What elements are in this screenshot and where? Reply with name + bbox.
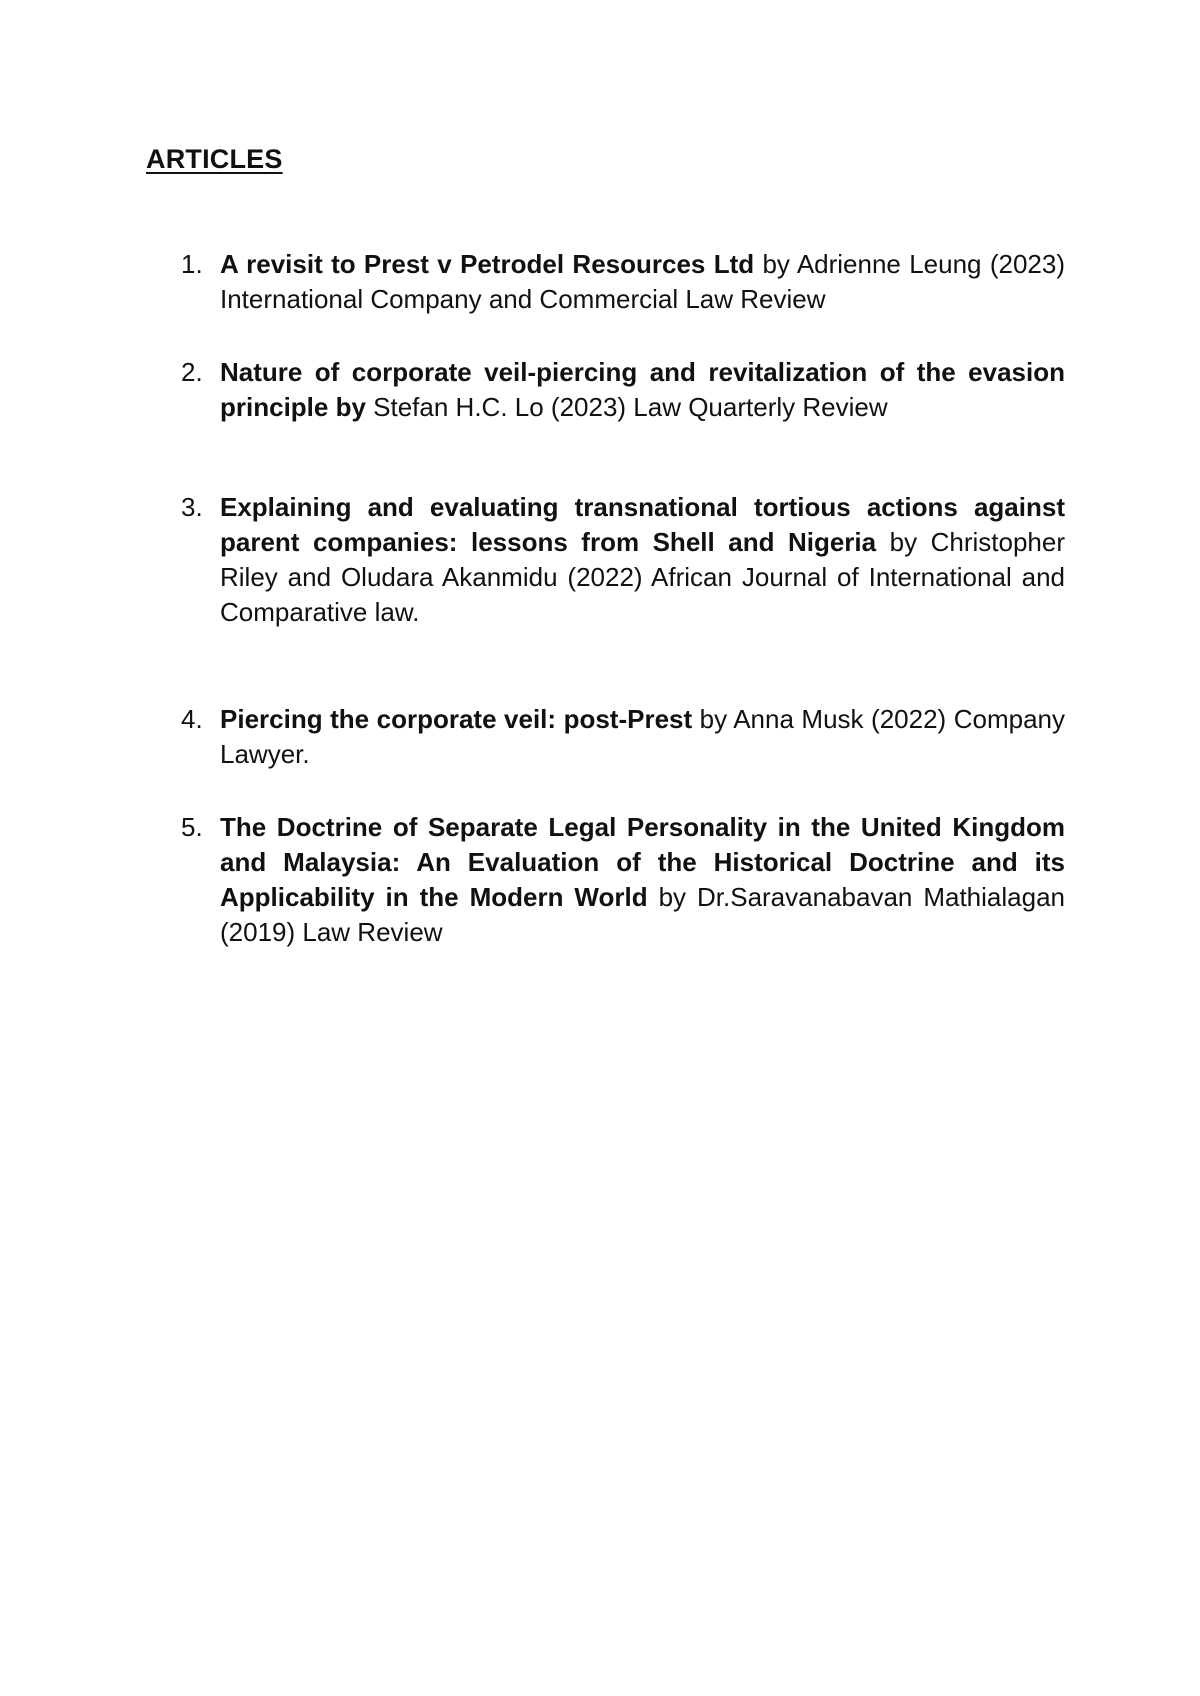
article-number: 5. [181, 812, 203, 842]
article-text [220, 355, 1065, 425]
article-text [220, 490, 1065, 630]
article-number: 2. [181, 357, 203, 387]
article-entry-1 [181, 247, 1065, 317]
article-title: Nature of corporate veil-piercing and revitalization of the evasion principle by [220, 357, 1065, 422]
article-entry-5 [181, 810, 1065, 950]
article-text [220, 810, 1065, 950]
article-title: A revisit to Prest v Petrodel Resources Ltd [220, 249, 755, 279]
article-number: 1. [181, 249, 203, 279]
article-citation: Stefan H.C. Lo (2023) Law Quarterly Review [365, 392, 888, 422]
article-entry-2 [181, 355, 1065, 425]
section-heading: ARTICLES [146, 144, 283, 174]
article-title: Piercing the corporate veil: post-Prest [220, 704, 693, 734]
article-citation: by Christopher Riley and Oludara Akanmidu (2022) African Journal of International and Comparative law. [220, 527, 1065, 627]
article-text [220, 247, 1065, 317]
article-entry-3 [181, 490, 1065, 630]
article-title: The Doctrine of Separate Legal Personality in the United Kingdom and Malaysia: An Evaluation of the Historical Doctrine and its Applicability in the Modern World [220, 812, 1065, 912]
article-citation: by Adrienne Leung (2023) International Company and Commercial Law Review [220, 249, 1065, 314]
article-number: 3. [181, 492, 203, 522]
article-citation: by Dr.Saravanabavan Mathialagan (2019) Law Review [220, 882, 1065, 947]
article-title: Explaining and evaluating transnational tortious actions against parent companies: lessons from Shell and Nigeria [220, 492, 1065, 557]
article-number: 4. [181, 704, 203, 734]
article-citation: by Anna Musk (2022) Company Lawyer. [220, 704, 1065, 769]
article-text [220, 702, 1065, 772]
article-entry-4 [181, 702, 1065, 772]
